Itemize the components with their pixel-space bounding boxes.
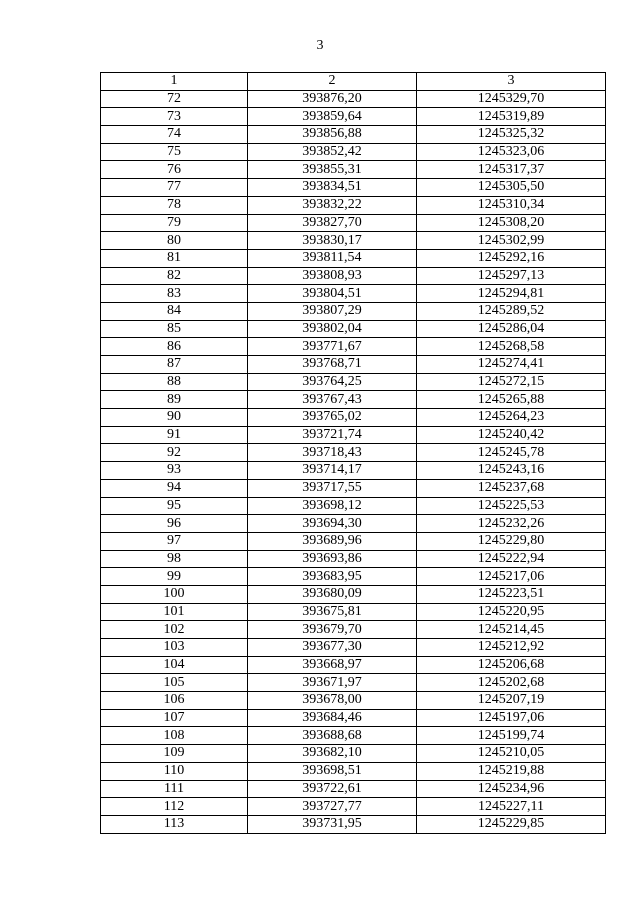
table-row	[101, 338, 606, 356]
x-coordinate-cell: 393765,02	[248, 409, 417, 427]
x-coordinate-cell: 393698,51	[248, 762, 417, 780]
x-coordinate-cell: 393671,97	[248, 674, 417, 692]
point-number-cell: 93	[101, 462, 248, 480]
point-number-cell: 105	[101, 674, 248, 692]
point-number-cell: 90	[101, 409, 248, 427]
point-number-cell: 81	[101, 249, 248, 267]
point-number-cell: 94	[101, 479, 248, 497]
point-number-cell: 74	[101, 126, 248, 144]
y-coordinate-cell: 1245245,78	[417, 444, 606, 462]
table-row	[101, 196, 606, 214]
x-coordinate-cell: 393768,71	[248, 356, 417, 374]
point-number-cell: 77	[101, 179, 248, 197]
point-number-cell: 84	[101, 302, 248, 320]
y-coordinate-cell: 1245240,42	[417, 426, 606, 444]
y-coordinate-cell: 1245308,20	[417, 214, 606, 232]
table-row	[101, 444, 606, 462]
table-row	[101, 568, 606, 586]
y-coordinate-cell: 1245265,88	[417, 391, 606, 409]
y-coordinate-cell: 1245272,15	[417, 373, 606, 391]
table-row	[101, 692, 606, 710]
y-coordinate-cell: 1245234,96	[417, 780, 606, 798]
table-row	[101, 497, 606, 515]
point-number-cell: 91	[101, 426, 248, 444]
point-number-cell: 76	[101, 161, 248, 179]
point-number-cell: 85	[101, 320, 248, 338]
x-coordinate-cell: 393767,43	[248, 391, 417, 409]
y-coordinate-cell: 1245206,68	[417, 656, 606, 674]
x-coordinate-cell: 393764,25	[248, 373, 417, 391]
table-row	[101, 639, 606, 657]
point-number-cell: 78	[101, 196, 248, 214]
x-coordinate-cell: 393727,77	[248, 798, 417, 816]
x-coordinate-cell: 393678,00	[248, 692, 417, 710]
x-coordinate-cell: 393694,30	[248, 515, 417, 533]
point-number-cell: 102	[101, 621, 248, 639]
y-coordinate-cell: 1245214,45	[417, 621, 606, 639]
point-number-cell: 99	[101, 568, 248, 586]
table-row	[101, 267, 606, 285]
table-row	[101, 108, 606, 126]
table-body	[101, 90, 606, 833]
y-coordinate-cell: 1245220,95	[417, 603, 606, 621]
y-coordinate-cell: 1245229,85	[417, 815, 606, 833]
table-row	[101, 179, 606, 197]
y-coordinate-cell: 1245199,74	[417, 727, 606, 745]
y-coordinate-cell: 1245319,89	[417, 108, 606, 126]
table-row	[101, 409, 606, 427]
point-number-cell: 108	[101, 727, 248, 745]
x-coordinate-cell: 393679,70	[248, 621, 417, 639]
point-number-cell: 109	[101, 745, 248, 763]
coordinates-table	[100, 72, 606, 834]
point-number-cell: 80	[101, 232, 248, 250]
y-coordinate-cell: 1245310,34	[417, 196, 606, 214]
point-number-cell: 107	[101, 709, 248, 727]
point-number-cell: 106	[101, 692, 248, 710]
x-coordinate-cell: 393689,96	[248, 532, 417, 550]
point-number-cell: 83	[101, 285, 248, 303]
x-coordinate-cell: 393668,97	[248, 656, 417, 674]
table-row	[101, 232, 606, 250]
table-row	[101, 161, 606, 179]
header-col-3: 3	[417, 73, 606, 91]
y-coordinate-cell: 1245302,99	[417, 232, 606, 250]
point-number-cell: 72	[101, 90, 248, 108]
table-row	[101, 762, 606, 780]
x-coordinate-cell: 393698,12	[248, 497, 417, 515]
table-row	[101, 727, 606, 745]
x-coordinate-cell: 393688,68	[248, 727, 417, 745]
table-row	[101, 585, 606, 603]
table-row	[101, 656, 606, 674]
table-row	[101, 391, 606, 409]
y-coordinate-cell: 1245212,92	[417, 639, 606, 657]
y-coordinate-cell: 1245229,80	[417, 532, 606, 550]
x-coordinate-cell: 393802,04	[248, 320, 417, 338]
x-coordinate-cell: 393832,22	[248, 196, 417, 214]
table-row	[101, 798, 606, 816]
x-coordinate-cell: 393680,09	[248, 585, 417, 603]
header-col-1: 1	[101, 73, 248, 91]
x-coordinate-cell: 393731,95	[248, 815, 417, 833]
y-coordinate-cell: 1245227,11	[417, 798, 606, 816]
y-coordinate-cell: 1245225,53	[417, 497, 606, 515]
table-row	[101, 302, 606, 320]
x-coordinate-cell: 393876,20	[248, 90, 417, 108]
table-header	[101, 73, 606, 91]
x-coordinate-cell: 393811,54	[248, 249, 417, 267]
y-coordinate-cell: 1245286,04	[417, 320, 606, 338]
y-coordinate-cell: 1245243,16	[417, 462, 606, 480]
table-row	[101, 90, 606, 108]
table-row	[101, 426, 606, 444]
table-row	[101, 249, 606, 267]
table-row	[101, 780, 606, 798]
y-coordinate-cell: 1245217,06	[417, 568, 606, 586]
y-coordinate-cell: 1245268,58	[417, 338, 606, 356]
y-coordinate-cell: 1245197,06	[417, 709, 606, 727]
x-coordinate-cell: 393718,43	[248, 444, 417, 462]
point-number-cell: 104	[101, 656, 248, 674]
y-coordinate-cell: 1245294,81	[417, 285, 606, 303]
point-number-cell: 95	[101, 497, 248, 515]
y-coordinate-cell: 1245232,26	[417, 515, 606, 533]
y-coordinate-cell: 1245202,68	[417, 674, 606, 692]
y-coordinate-cell: 1245292,16	[417, 249, 606, 267]
table-row	[101, 126, 606, 144]
x-coordinate-cell: 393693,86	[248, 550, 417, 568]
header-row	[101, 73, 606, 91]
point-number-cell: 75	[101, 143, 248, 161]
x-coordinate-cell: 393714,17	[248, 462, 417, 480]
point-number-cell: 86	[101, 338, 248, 356]
x-coordinate-cell: 393859,64	[248, 108, 417, 126]
table-row	[101, 214, 606, 232]
table-row	[101, 709, 606, 727]
header-col-2: 2	[248, 73, 417, 91]
point-number-cell: 112	[101, 798, 248, 816]
y-coordinate-cell: 1245264,23	[417, 409, 606, 427]
x-coordinate-cell: 393852,42	[248, 143, 417, 161]
table-row	[101, 143, 606, 161]
point-number-cell: 82	[101, 267, 248, 285]
y-coordinate-cell: 1245289,52	[417, 302, 606, 320]
point-number-cell: 113	[101, 815, 248, 833]
point-number-cell: 101	[101, 603, 248, 621]
x-coordinate-cell: 393771,67	[248, 338, 417, 356]
x-coordinate-cell: 393855,31	[248, 161, 417, 179]
x-coordinate-cell: 393827,70	[248, 214, 417, 232]
point-number-cell: 111	[101, 780, 248, 798]
y-coordinate-cell: 1245325,32	[417, 126, 606, 144]
y-coordinate-cell: 1245323,06	[417, 143, 606, 161]
y-coordinate-cell: 1245329,70	[417, 90, 606, 108]
x-coordinate-cell: 393717,55	[248, 479, 417, 497]
x-coordinate-cell: 393834,51	[248, 179, 417, 197]
y-coordinate-cell: 1245274,41	[417, 356, 606, 374]
table-row	[101, 356, 606, 374]
point-number-cell: 98	[101, 550, 248, 568]
table-row	[101, 462, 606, 480]
table-row	[101, 479, 606, 497]
y-coordinate-cell: 1245305,50	[417, 179, 606, 197]
table-row	[101, 320, 606, 338]
x-coordinate-cell: 393804,51	[248, 285, 417, 303]
y-coordinate-cell: 1245210,05	[417, 745, 606, 763]
table-row	[101, 621, 606, 639]
x-coordinate-cell: 393856,88	[248, 126, 417, 144]
table-row	[101, 515, 606, 533]
table-row	[101, 603, 606, 621]
x-coordinate-cell: 393684,46	[248, 709, 417, 727]
point-number-cell: 100	[101, 585, 248, 603]
point-number-cell: 103	[101, 639, 248, 657]
x-coordinate-cell: 393808,93	[248, 267, 417, 285]
y-coordinate-cell: 1245237,68	[417, 479, 606, 497]
x-coordinate-cell: 393675,81	[248, 603, 417, 621]
y-coordinate-cell: 1245223,51	[417, 585, 606, 603]
table-row	[101, 745, 606, 763]
y-coordinate-cell: 1245297,13	[417, 267, 606, 285]
point-number-cell: 96	[101, 515, 248, 533]
point-number-cell: 73	[101, 108, 248, 126]
y-coordinate-cell: 1245207,19	[417, 692, 606, 710]
point-number-cell: 87	[101, 356, 248, 374]
x-coordinate-cell: 393683,95	[248, 568, 417, 586]
x-coordinate-cell: 393807,29	[248, 302, 417, 320]
y-coordinate-cell: 1245222,94	[417, 550, 606, 568]
point-number-cell: 97	[101, 532, 248, 550]
point-number-cell: 110	[101, 762, 248, 780]
table-row	[101, 373, 606, 391]
x-coordinate-cell: 393682,10	[248, 745, 417, 763]
table-row	[101, 550, 606, 568]
x-coordinate-cell: 393721,74	[248, 426, 417, 444]
table-row	[101, 532, 606, 550]
x-coordinate-cell: 393677,30	[248, 639, 417, 657]
x-coordinate-cell: 393722,61	[248, 780, 417, 798]
point-number-cell: 88	[101, 373, 248, 391]
x-coordinate-cell: 393830,17	[248, 232, 417, 250]
y-coordinate-cell: 1245317,37	[417, 161, 606, 179]
table-row	[101, 815, 606, 833]
page-number: 3	[316, 38, 324, 53]
y-coordinate-cell: 1245219,88	[417, 762, 606, 780]
point-number-cell: 79	[101, 214, 248, 232]
point-number-cell: 89	[101, 391, 248, 409]
table-row	[101, 285, 606, 303]
table-row	[101, 674, 606, 692]
point-number-cell: 92	[101, 444, 248, 462]
